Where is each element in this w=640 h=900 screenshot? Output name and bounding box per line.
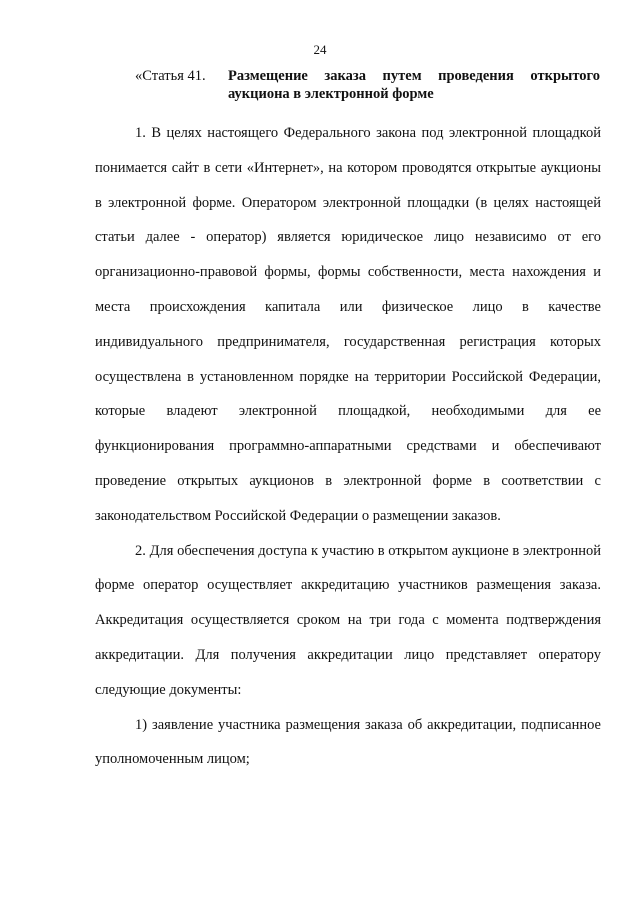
paragraph-2: 2. Для обеспечения доступа к участию в открытом аукционе в электронной форме оператор осуществляет аккредитацию участников размещения заказа. Аккредитация осуществляется сроком на три года с момента подтверждения аккредитации. Для получения аккредитации лицо представляет оператору следующие документы: (95, 542, 601, 698)
article-title: Размещение заказа путем проведения открытого аукциона в электронной форме (228, 68, 600, 102)
paragraph-1: 1. В целях настоящего Федерального закона под электронной площадкой понимается сайт в сети «Интернет», на котором проводятся открытые аукционы в электронной форме. Оператором электронной площадки (в целях настоящей статьи далее - оператор) является юридическое лицо независимо от его организационно-правовой формы, формы собственности, места нахождения и места происхождения капитала или физическое лицо в качестве индивидуального предпринимателя, государственная регистрация которых осуществлена в установленном порядке на территории Российской Федерации, которые владеют электронной площадкой, необходимыми для ее функционирования программно-аппаратными средствами и обеспечивают проведение открытых аукционов в электронной форме в соответствии с законодательством Российской Федерации о размещении заказов. (95, 125, 601, 524)
article-body (95, 116, 601, 777)
page-number: 24 (313, 42, 327, 57)
article-heading (135, 67, 600, 103)
article-number: «Статья 41. (135, 68, 206, 84)
paragraph-3: 1) заявление участника размещения заказа об аккредитации, подписанное уполномоченным лицом; (95, 716, 601, 768)
